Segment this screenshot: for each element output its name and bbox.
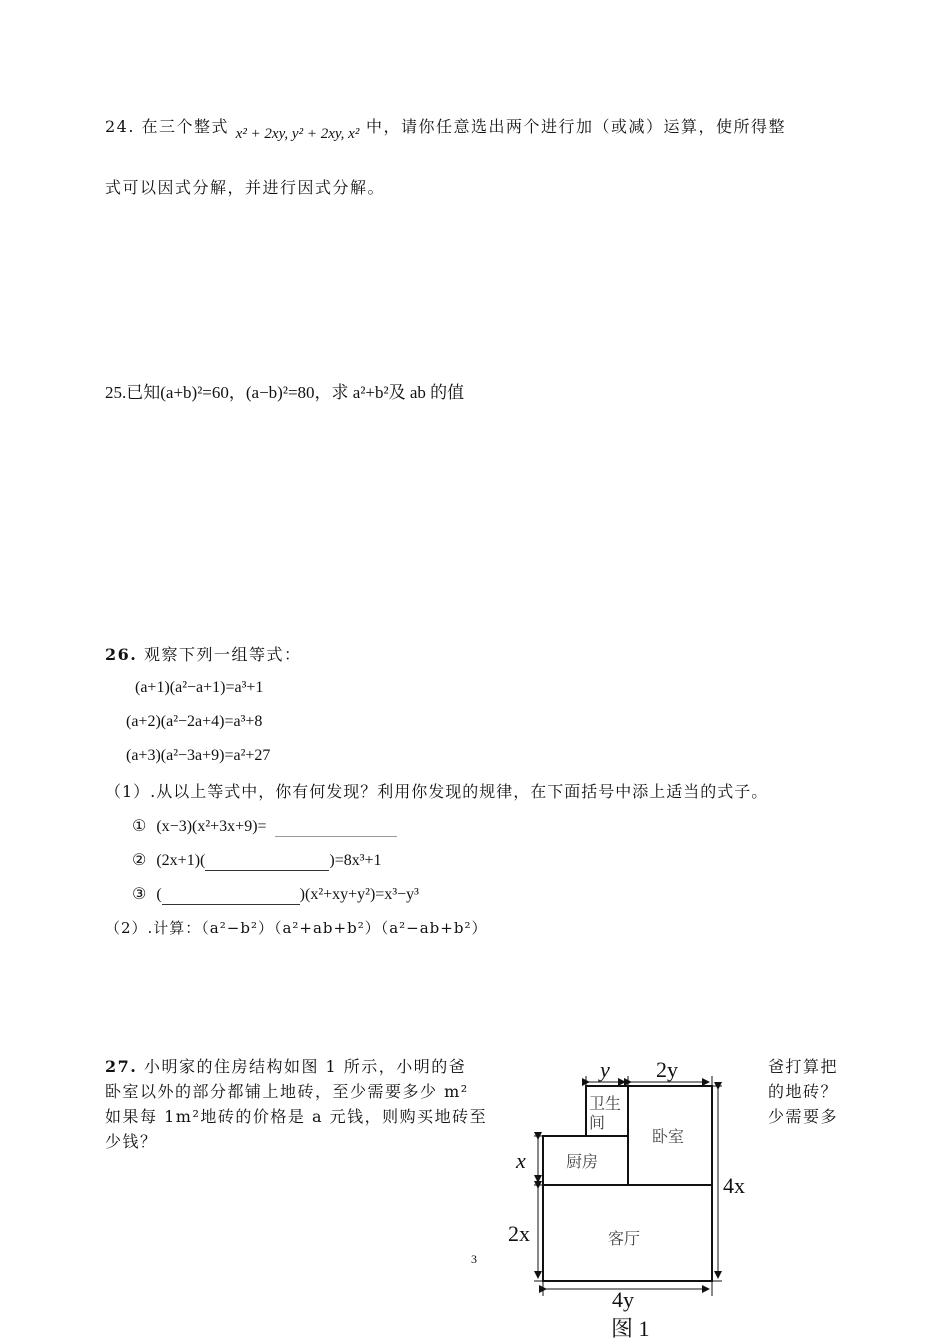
figure-caption: 图 1: [611, 1316, 650, 1341]
q26-sub2-blank[interactable]: [205, 850, 329, 871]
q26-sub2-expr-b: )=8x³+1: [329, 852, 382, 869]
q27-line3: 如果每 1m²地砖的价格是 a 元钱，则购买地砖至: [105, 1107, 488, 1126]
q26-sub2-mark: ②: [132, 852, 147, 869]
q24-tail: 中，请你任意选出两个进行加（或减）运算，使所得整: [365, 117, 786, 136]
q24-expression: x² + 2xy, y² + 2xy, x²: [235, 126, 360, 142]
q26-title: 观察下列一组等式：: [143, 645, 302, 664]
q24-line1: [105, 117, 786, 142]
q27-number: 27.: [105, 1057, 138, 1076]
q26-eq2: (a+2)(a²−2a+4)=a³+8: [126, 713, 263, 730]
q26-eq1: (a+1)(a²−a+1)=a³+1: [135, 679, 264, 696]
q26-sub3: [132, 884, 419, 905]
kitchen-label: 厨房: [566, 1154, 599, 1171]
kitchen-room: [543, 1136, 628, 1185]
label-2x: 2x: [508, 1221, 530, 1246]
bathroom-label-2: 间: [589, 1115, 606, 1132]
q26-sub3-expr-b: )(x²+xy+y²)=x³−y³: [299, 886, 419, 903]
living-room-label: 客厅: [608, 1231, 641, 1248]
q26-sub3-expr-a: (: [156, 886, 162, 903]
living-room: [543, 1185, 712, 1281]
q27-line2: 卧室以外的部分都铺上地砖，至少需要多少 m²: [105, 1082, 469, 1101]
q26-sub1-mark: ①: [132, 818, 147, 835]
q26-sub1-blank[interactable]: [275, 816, 397, 837]
q26-sub1: [132, 816, 397, 837]
label-4y: 4y: [612, 1287, 634, 1312]
bedroom-label: 卧室: [652, 1129, 685, 1146]
label-x: x: [516, 1148, 526, 1173]
label-y: y: [600, 1057, 610, 1082]
q26-number: 26.: [105, 645, 138, 664]
q24-line2: 式可以因式分解，并进行因式分解。: [105, 178, 386, 197]
q27-line1: [105, 1057, 466, 1077]
page-number: 3: [471, 1252, 477, 1266]
q24-number: 24.: [105, 117, 135, 136]
q27-right1: 爸打算把: [768, 1057, 839, 1076]
q26-sub1-expr: (x−3)(x²+3x+9)=: [156, 818, 267, 835]
q26-sub3-blank[interactable]: [162, 884, 300, 905]
q26-sub3-mark: ③: [132, 886, 147, 903]
bedroom-room: [628, 1086, 712, 1185]
q24-lead: 在三个整式: [141, 117, 230, 136]
q26-eq3: (a+3)(a²−3a+9)=a²+27: [126, 747, 271, 764]
q27-right2: 的地砖？: [768, 1082, 839, 1101]
bathroom-room: [586, 1086, 628, 1136]
q26-part2: （2）.计算：（a²−b²）（a²+ab+b²）（a²−ab+b²）: [105, 919, 488, 937]
q25-text: 25.已知(a+b)²=60，(a−b)²=80，求 a²+b²及 ab 的值: [105, 383, 465, 402]
q27-right3: 少需要多: [768, 1107, 839, 1126]
q26-sub2: [132, 850, 382, 871]
q26-sub2-expr-a: (2x+1)(: [156, 852, 206, 869]
label-2y: 2y: [656, 1057, 678, 1082]
q26-part1: （1）.从以上等式中，你有何发现？利用你发现的规律，在下面括号中添上适当的式子。: [105, 782, 769, 801]
q27-line4: 少钱？: [105, 1132, 158, 1151]
q27-l1: 小明家的住房结构如图 1 所示，小明的爸: [143, 1057, 467, 1076]
bathroom-label-1: 卫生: [589, 1096, 622, 1113]
q26-title-line: [105, 645, 301, 665]
label-4x: 4x: [723, 1173, 745, 1198]
